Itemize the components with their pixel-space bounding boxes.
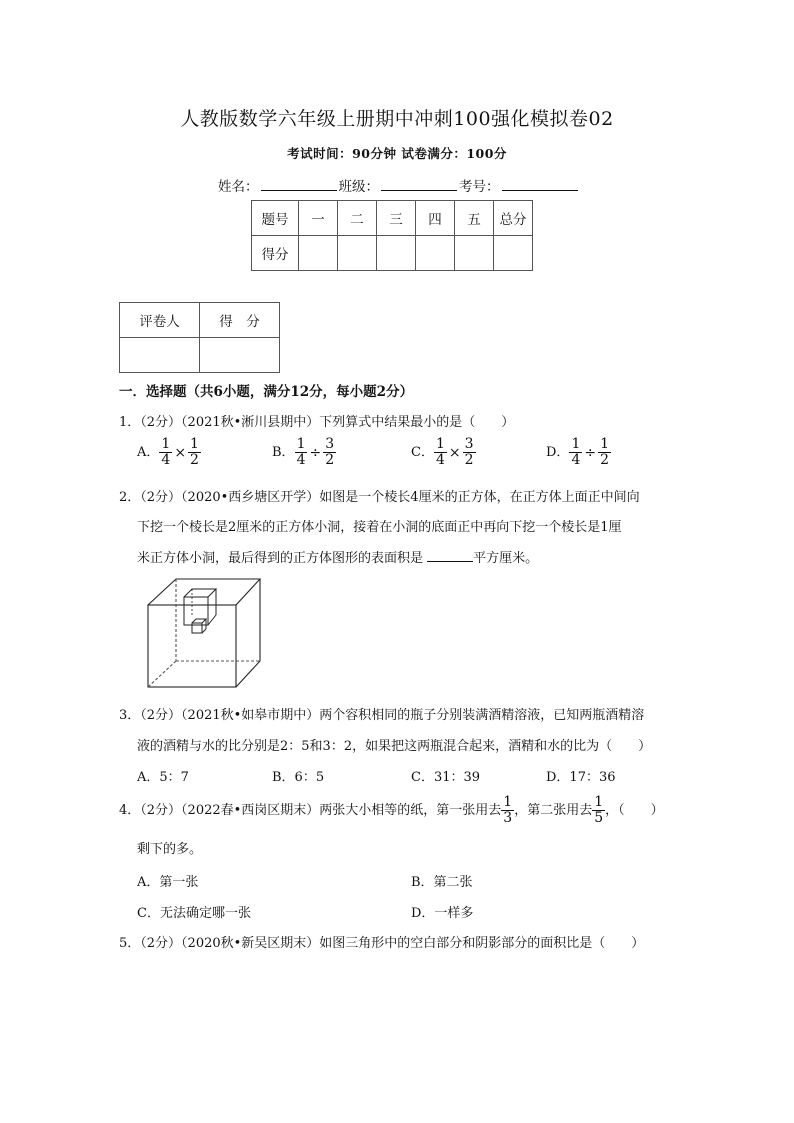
fraction: $\frac{1}{4}$	[571, 436, 581, 468]
cube-figure	[140, 575, 266, 690]
question-3-line-1: 3．（2分）（2021秋•如皋市期中）两个容积相同的瓶子分别装满酒精溶液，已知两瓶酒精溶	[119, 708, 645, 723]
q1-option-a[interactable]	[137, 437, 201, 468]
question-4-line-2: 剩下的多。	[137, 842, 203, 857]
score-table-col-total: 总分	[494, 201, 533, 236]
score-row-label: 得分	[252, 236, 299, 271]
cube-top-edges	[148, 579, 260, 605]
fraction: $\frac{3}{2}$	[464, 436, 474, 468]
score-cell[interactable]	[416, 236, 455, 271]
fraction: $\frac{1}{4}$	[296, 436, 306, 468]
operator: ×	[174, 444, 187, 461]
q3-option-a[interactable]: A．5：7	[137, 770, 189, 785]
question-2-line-3: 米正方体小洞，最后得到的正方体图形的表面积是 平方厘米。	[137, 551, 539, 566]
fraction: $\frac{1}{3}$	[503, 794, 513, 826]
option-label: A．	[137, 445, 160, 460]
fraction: $\frac{1}{5}$	[594, 794, 604, 826]
q4-option-b[interactable]: B．第二张	[411, 875, 473, 890]
q4-option-a[interactable]: A．第一张	[137, 875, 199, 890]
student-info-line	[218, 175, 580, 195]
question-2-line-2: 下挖一个棱长是2厘米的正方体小洞，接着在小洞的底面正中再向下挖一个棱长是1厘	[137, 520, 622, 535]
option-label: B．	[272, 445, 295, 460]
score-table-col-2: 二	[338, 201, 377, 236]
name-blank[interactable]	[261, 177, 337, 191]
grader-score-label: 得 分	[200, 303, 280, 338]
score-table-header-cell: 题号	[252, 201, 299, 236]
q3-option-c[interactable]: C．31：39	[411, 770, 481, 785]
grader-label: 评卷人	[120, 303, 200, 338]
score-table	[251, 200, 533, 271]
score-cell[interactable]	[494, 236, 533, 271]
score-table-col-3: 三	[377, 201, 416, 236]
class-blank[interactable]	[381, 177, 457, 191]
score-table-col-4: 四	[416, 201, 455, 236]
page-title: 人教版数学六年级上册期中冲刺100强化模拟卷02	[180, 108, 614, 130]
fraction: $\frac{1}{4}$	[161, 436, 171, 468]
class-label: 班级：	[338, 179, 379, 195]
score-cell[interactable]	[299, 236, 338, 271]
score-table-col-5: 五	[455, 201, 494, 236]
score-table-score-row	[252, 236, 533, 271]
fraction: $\frac{1}{2}$	[190, 436, 199, 468]
score-cell[interactable]	[377, 236, 416, 271]
score-cell[interactable]	[338, 236, 377, 271]
q4-option-c[interactable]: C．无法确定哪一张	[137, 906, 251, 921]
question-1-text: 1．（2分）（2021秋•淅川县期中）下列算式中结果最小的是（ ）	[119, 415, 515, 430]
question-4-line-1: 4．（2分）（2022春•西岗区期末）两张大小相等的纸，第一张用去 $\frac{1}{3}$ ，第二张用去 $\frac{1}{5}$ ，（ ）	[119, 794, 664, 826]
grader-table-entry-row	[120, 338, 280, 373]
q3-option-d[interactable]: D．17：36	[546, 770, 616, 785]
fraction: $\frac{1}{4}$	[435, 436, 445, 468]
grader-table	[119, 302, 280, 373]
question-3-line-2: 液的酒精与水的比分别是2：5和3：2，如果把这两瓶混合起来，酒精和水的比为（ ）	[137, 739, 652, 754]
option-label: D．	[546, 445, 570, 460]
q1-option-b[interactable]	[272, 437, 336, 468]
name-label: 姓名：	[218, 179, 259, 195]
score-table-header-row	[252, 201, 533, 236]
number-label: 考号：	[459, 179, 500, 195]
q3-option-b[interactable]: B．6：5	[272, 770, 325, 785]
operator: ×	[448, 444, 461, 461]
q1-option-d[interactable]	[546, 437, 611, 468]
operator: ÷	[309, 444, 322, 461]
score-table-col-1: 一	[299, 201, 338, 236]
option-label: C．	[411, 445, 434, 460]
section-title: 一．选择题（共6小题，满分12分，每小题2分）	[119, 384, 414, 400]
question-2-line-1: 2．（2分）（2020•西乡塘区开学）如图是一个棱长4厘米的正方体，在正方体上面正中间向	[119, 490, 640, 505]
grader-table-header-row	[120, 303, 280, 338]
q4-option-d[interactable]: D．一样多	[411, 906, 474, 921]
grader-score-cell[interactable]	[200, 338, 280, 373]
score-cell[interactable]	[455, 236, 494, 271]
fraction: $\frac{3}{2}$	[325, 436, 335, 468]
q1-option-c[interactable]	[411, 437, 476, 468]
number-blank[interactable]	[502, 177, 578, 191]
question-5-text: 5．（2分）（2020秋•新吴区期末）如图三角形中的空白部分和阴影部分的面积比是（ ）	[119, 936, 645, 951]
exam-info: 考试时间：90分钟 试卷满分：100分	[287, 146, 507, 161]
operator: ÷	[584, 444, 597, 461]
answer-blank[interactable]	[427, 549, 473, 562]
fraction: $\frac{1}{2}$	[600, 436, 610, 468]
cube-right-edges	[236, 579, 260, 687]
grader-cell[interactable]	[120, 338, 200, 373]
